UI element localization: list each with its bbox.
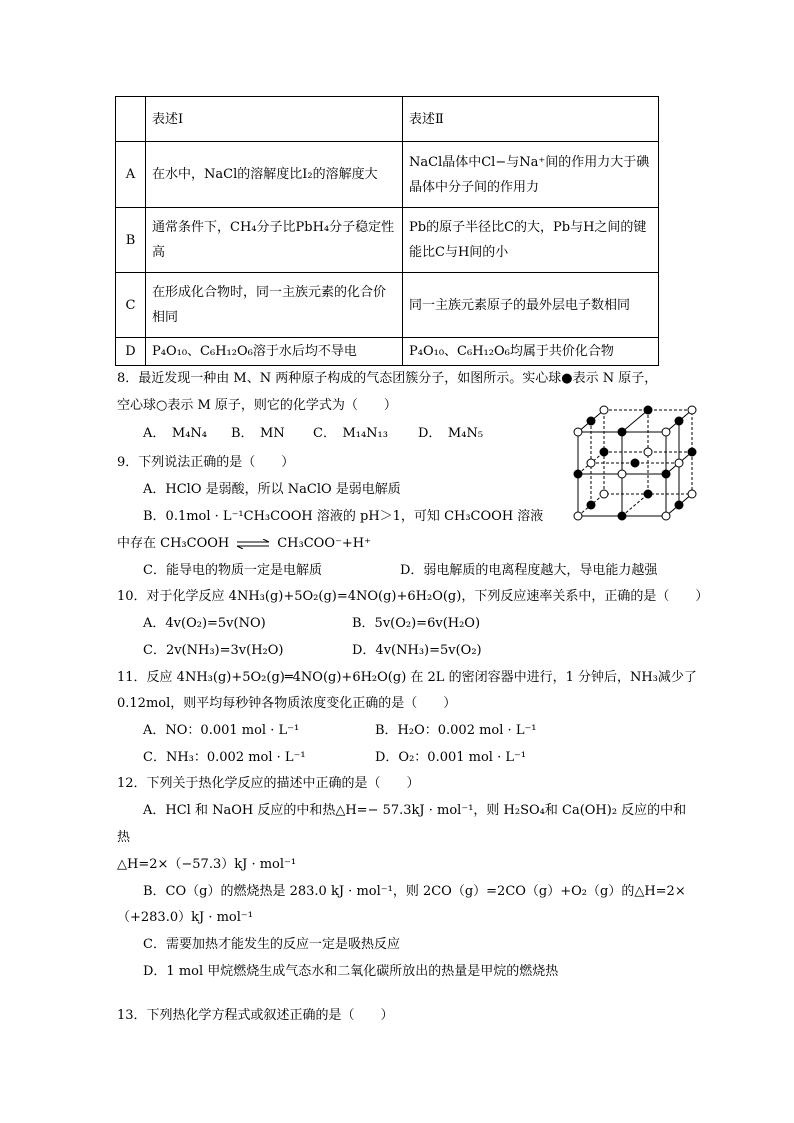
statement-1-cell: 在形成化合物时，同一主族元素的化合价相同	[146, 273, 403, 338]
statement-1-cell: 在水中，NaCl的溶解度比I₂的溶解度大	[146, 142, 403, 208]
q12-option-a-line1: A．HCl 和 NaOH 反应的中和热△H=− 57.3kJ · mol⁻¹，则 H₂SO₄和 Ca(OH)₂ 反应的中和	[143, 803, 687, 818]
q9-option-a: A．HClO 是弱酸，所以 NaClO 是弱电解质	[143, 482, 401, 497]
q10-option-d: D．4v(NH₃)=5v(O₂)	[352, 643, 482, 658]
q8-stem-line1: 8．最近发现一种由 M、N 两种原子构成的气态团簇分子，如图所示。实心球●表示 N 原子，	[117, 371, 658, 386]
q8-option-b: B． MN	[231, 426, 285, 441]
statement-1-cell: 通常条件下，CH₄分子比PbH₄分子稳定性高	[146, 208, 403, 273]
table-header-row	[116, 97, 659, 142]
q9-option-d: D．弱电解质的电离程度越大，导电能力越强	[400, 563, 658, 578]
q10-option-c: C．2v(NH₃)=3v(H₂O)	[143, 643, 284, 658]
q11-option-a: A．NO：0.001 mol · L⁻¹	[143, 723, 300, 738]
q12-option-b-line1: B．CO（g）的燃烧热是 283.0 kJ · mol⁻¹，则 2CO（g）=2CO（g）+O₂（g）的△H=2×	[143, 884, 686, 899]
statement-1-cell: P₄O₁₀、C₆H₁₂O₆溶于水后均不导电	[146, 338, 403, 366]
q9-option-b-line2	[117, 534, 371, 554]
reversible-arrow-icon	[235, 539, 271, 549]
q11-stem-line1: 11．反应 4NH₃(g)+5O₂(g)═4NO(g)+6H₂O(g) 在 2L 的密闭容器中进行，1 分钟后，NH₃减少了	[117, 670, 697, 685]
q9-stem: 9．下列说法正确的是（ ）	[117, 455, 295, 470]
table-row	[116, 338, 659, 366]
q11-option-c: C．NH₃：0.002 mol · L⁻¹	[143, 750, 306, 765]
q13-stem: 13．下列热化学方程式或叙述正确的是（ ）	[117, 1008, 394, 1023]
table-row	[116, 142, 659, 208]
q12-option-d: D．1 mol 甲烷燃烧生成气态水和二氧化碳所放出的热量是甲烷的燃烧热	[143, 964, 559, 979]
q8-option-d: D． M₄N₅	[418, 426, 484, 441]
q12-option-c: C．需要加热才能发生的反应一定是吸热反应	[143, 937, 400, 952]
q10-stem: 10．对于化学反应 4NH₃(g)+5O₂(g)=4NO(g)+6H₂O(g)，下列反应速率关系中，正确的是（ ）	[117, 589, 709, 604]
q11-stem-line2: 0.12mol，则平均每秒钟各物质浓度变化正确的是（ ）	[117, 696, 457, 711]
q9-option-c: C．能导电的物质一定是电解质	[143, 563, 322, 578]
q10-option-b: B．5v(O₂)=6v(H₂O)	[352, 616, 481, 631]
row-label: B	[116, 208, 146, 273]
statement-2-cell: 同一主族元素原子的最外层电子数相同	[403, 273, 659, 338]
q8-stem-line2: 空心球○表示 M 原子，则它的化学式为（ ）	[117, 398, 397, 413]
q8-option-a: A． M₄N₄	[143, 426, 207, 441]
q12-stem: 12．下列关于热化学反应的描述中正确的是（ ）	[117, 776, 420, 791]
q12-option-a-line2: 热	[117, 830, 131, 845]
statement-2-cell: P₄O₁₀、C₆H₁₂O₆均属于共价化合物	[403, 338, 659, 366]
q11-option-d: D．O₂：0.001 mol · L⁻¹	[375, 750, 527, 765]
statement-table	[115, 96, 659, 366]
statement-2-cell: NaCl晶体中Cl−与Na⁺间的作用力大于碘晶体中分子间的作用力	[403, 142, 659, 208]
q9-equilibrium-right: CH₃COO⁻+H⁺	[277, 536, 371, 551]
q9-option-b-line1: B．0.1mol · L⁻¹CH₃COOH 溶液的 pH＞1，可知 CH₃COOH 溶液	[143, 509, 544, 524]
q9-equilibrium-left: 中存在 CH₃COOH	[117, 536, 230, 551]
q11-option-b: B．H₂O：0.002 mol · L⁻¹	[375, 723, 537, 738]
row-label: A	[116, 142, 146, 208]
cluster-molecule-figure	[570, 404, 730, 524]
table-header-cell: 表述Ⅱ	[403, 97, 659, 142]
q10-option-a: A．4v(O₂)=5v(NO)	[143, 616, 266, 631]
table-row	[116, 208, 659, 273]
q12-option-b-line2: （+283.0）kJ · mol⁻¹	[117, 910, 253, 925]
q8-option-c: C． M₁₄N₁₃	[313, 426, 388, 441]
statement-2-cell: Pb的原子半径比C的大，Pb与H之间的键能比C与H间的小	[403, 208, 659, 273]
row-label: D	[116, 338, 146, 366]
table-header-cell	[116, 97, 146, 142]
table-header-cell: 表述Ⅰ	[146, 97, 403, 142]
q12-option-a-line3: △H=2×（−57.3）kJ · mol⁻¹	[117, 857, 297, 872]
table-row	[116, 273, 659, 338]
row-label: C	[116, 273, 146, 338]
